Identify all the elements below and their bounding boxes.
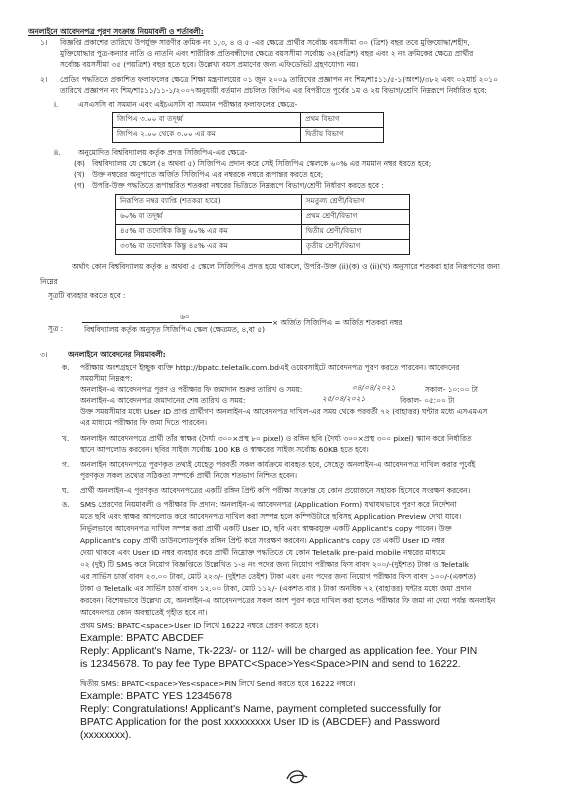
item-nga-line-6: ০২ (দুই) টি SMS করে নিয়োগ বিজ্ঞপ্তিতে উল্লেখিত ১-৪ নং পদের জন্য নিয়োগ পরীক্ষার ফিস বাবদ ২০০/-(দুইশত) টাকা ও Teletalk xyxy=(80,560,470,569)
application-start-label: অনলাইন-এ আবেদনপত্র পূরণ ও পরীক্ষার ফি জমাদান শুরুর তারিখ ও সময়: xyxy=(80,385,303,394)
sms-1-example: Example: BPATC ABCDEF xyxy=(80,633,204,644)
item-nga-line-5: দেয়া থাকবে এবং User ID নম্বর ব্যবহার করে প্রার্থী নিম্নোক্ত পদ্ধতিতে যে কোন Teletalk pre-paid mobile নম্বরের মাধ্যমে xyxy=(80,548,446,557)
application-end-date: ২৫/০৪/২০২১ xyxy=(322,394,366,403)
fraction-bar xyxy=(82,322,272,323)
formula-numerator: ৬০ xyxy=(180,312,190,321)
item-kha-line-1: অনলাইন আবেদনপত্রে প্রার্থী তাঁর স্বাক্ষর (দৈর্ঘ্য ৩০০×প্রস্থ ৮০ pixel) ও রঙ্গিন ছবি (দৈর্ঘ্য ৩০০×প্রস্থ ৩০০ pixel) স্ক্যান করে নির্ধারিত xyxy=(80,434,472,443)
sms-2-intro: দ্বিতীয় SMS: BPATC<space>Yes<space>PIN লিখে Send করতে হবে 16222 নম্বরে। xyxy=(80,679,356,688)
sms-2-reply-line-3: (xxxxxxxx). xyxy=(80,730,132,741)
table-cell: ৪৫% বা তদোধিক কিন্তু ৬০% এর কম xyxy=(116,225,302,240)
sub-ii-item-ga-text: উপরি-উক্ত পদ্ধতিতে রূপান্তরিত শতকরা নম্বরের ভিত্তিতে নিম্নরূপে বিভাগ/শ্রেণী নির্ধারণ করতে হবে : xyxy=(92,181,384,190)
application-end-label: অনলাইন-এ আবেদনপত্র জমাদানের শেষ তারিখ ও সময়: xyxy=(80,396,246,405)
item-nga-line-3: নির্ভুলভাবে আবেদনপত্র দাখিল সম্পন্ন করা প্রার্থী একটি User ID, ছবি এবং স্বাক্ষরযুক্ত একটি Applicant's copy পাবেন। উক্ত xyxy=(80,524,452,533)
table-row xyxy=(116,225,410,240)
item-nga-line-8: টাকা ও Teletalk এর সার্ভিস চার্জ বাবদ ১২.০০ টাকা, মোট ১১২/- (একশত বার ) টাকা অনধিক ৭২ (বাহাত্তর) ঘন্টার মধ্যে জমা প্রদান xyxy=(80,584,472,593)
formula-rest: × অর্জিত সিজিপিএ = অর্জিত শতকরা নম্বর xyxy=(272,318,403,327)
sms-1-intro: প্রথম SMS: BPATC<space>User ID লিখে 16222 নম্বরে প্রেরণ করতে হবে। xyxy=(80,621,319,630)
formula-label: সূত্র : xyxy=(48,324,64,333)
sub-ii-item-ga-label: (গ) xyxy=(74,181,85,190)
rule-2-line-2: তারিখে প্রজ্ঞাপন নং শিম/শাঃ১১/১১-১/২০০৭অনুযায়ী বর্তমান প্রচলিত জিপিএ এর বিপরীতে পূর্বের ১ম ও ২য় বিভাগ/শ্রেণি নিম্নরূপে নির্ধারিত হবে: xyxy=(60,86,487,95)
item-ka-label: ক. xyxy=(62,363,70,372)
cgpa-class-table xyxy=(115,194,410,255)
table-row xyxy=(113,113,384,128)
sms-1-reply-line-2: is 12345678. To pay fee Type BPATC<Space>Yes<Space>PIN and send to 16222. xyxy=(80,659,461,670)
table-row xyxy=(116,195,410,210)
rule-1-number: ১। xyxy=(40,38,48,47)
table-header-cell: নিরূপিত নম্বর ব্যাপ্তি (শতকরা হারে) xyxy=(116,195,302,210)
signature-mark xyxy=(283,765,311,787)
item-gha-line-1: প্রার্থী অনলাইন-এ পূরণকৃত আবেদনপত্রের একটি রঙ্গিন প্রিন্ট কপি পরীক্ষা সংক্রান্ত যে কোন প্রয়োজনে সহায়ক হিসেবে সংরক্ষণ করবেন। xyxy=(80,486,471,495)
item-nga-line-7: এর সার্ভিস চার্জ বাবদ ২৩.০০ টাকা, মোট ২২৩/- (দুইশত তেইশ) টাকা এবং ৫নং পদের জন্য নিয়োগ পরীক্ষার ফিস বাবদ ১০০/-(একশত) xyxy=(80,572,477,581)
item-nga-line-2: মতে ছবি এবং স্বাক্ষর আপলোড করে আবেদনপত্র দাখিল করা সম্পন্ন হলে কম্পিউটারে ছবিসহ Application Preview দেখা যাবে। xyxy=(80,512,462,521)
item-ga-line-1: অনলাইন আবেদনপত্রে পূরণকৃত তথ্যই যেহেতু পরবর্তী সকল কার্যক্রমে ব্যবহৃত হবে, সেহেতু অনলাইন-এ আবেদনপত্র দাখিল করার পূর্বেই xyxy=(80,460,476,469)
sms-2-example: Example: BPATC YES 12345678 xyxy=(80,691,232,702)
item-kha-line-2: স্থানে আপলোড করবেন। ছবির সাইজ সর্বোচ্চ 100 KB ও স্বাক্ষরের সাইজ সর্বোচ্চ 60KB হতে হবে। xyxy=(80,445,369,454)
sms-2-reply-line-1: Reply: Congratulations! Applicant's Name, payment completed successfully for xyxy=(80,704,442,715)
item-ka-line-6: এর মাধ্যমে পরীক্ষার ফি জমা দিতে পারবেন। xyxy=(80,418,208,427)
table-header-cell: সমতুল্য শ্রেণী/বিভাগ xyxy=(301,195,409,210)
table-cell: ৩৩% বা তদোধিক কিন্তু ৪৫% এর কম xyxy=(116,240,302,255)
application-end-time: বিকাল- ০৫:০০ টা xyxy=(400,396,455,405)
sub-ii-number: ii. xyxy=(54,148,61,157)
item-nga-line-10: আবেদনপত্র কোন অবস্থাতেই গৃহীত হবে না। xyxy=(80,608,208,617)
table-cell: জিপিএ ২.০০ থেকে ৩.০০ এর কম xyxy=(113,128,301,143)
item-nga-line-1: SMS প্রেরণের নিয়মাবলী ও পরীক্ষার ফি প্রদান: অনলাইন-এ আবেদনপত্র (Application Form) যথাযথভাবে পূরণ করে নির্দেশনা xyxy=(80,500,457,509)
sub-ii-item-ka-text: বিশ্ববিদ্যালয় যে স্কেলে (৪ অথবা ৫) সিজিপিএ প্রদান করে সেই সিজিপিএ স্কেলকে ৬০% এর সমমান নম্বর ধরতে হবে; xyxy=(92,159,432,168)
item-nga-line-9: করবেন। বিশেষভাবে উল্লেখ্য যে, অনলাইন-এ আবেদনপত্রের সকল অংশ পূরণ করে দাখিল করা হলেও পরীক্ষার ফি জমা না দেয়া পর্যন্ত অনলাইন xyxy=(80,596,496,605)
table-row xyxy=(113,128,384,143)
item-ga-line-2: পূরণকৃত সকল তথ্যের সঠিকতা সম্পর্কে প্রার্থী নিজে শতভাগ নিশ্চিত হবেন। xyxy=(80,471,298,480)
sub-ii-item-kha-text: উক্ত নম্বরের অনুপাতে অর্জিত সিজিপিএ এর নম্বরকে নম্বরে রূপান্তর করতে হবে; xyxy=(92,170,324,179)
section-3-number: ৩। xyxy=(40,350,48,359)
table-cell: প্রথম বিভাগ xyxy=(301,113,384,128)
formula-denominator: বিশ্ববিদ্যালয় কর্তৃক অনুসৃত সিজিপিএ স্কেল (ক্ষেত্রমত, ৪,বা ৫) xyxy=(84,325,265,334)
table-row xyxy=(116,240,410,255)
scale-note-line-1: অর্থাৎ কোন বিশ্ববিদ্যালয় কর্তৃক ৪ অথবা ৫ স্কেলে সিজিপিএ প্রদত্ত হয়ে থাকলে, উপরি-উক্ত (ii)(ক) ও (ii)(খ) অনুসারে শতকরা হার নিরূপণের জন্য xyxy=(72,262,500,271)
sub-ii-item-ka-label: (ক) xyxy=(74,159,85,168)
table-cell: দ্বিতীয় শ্রেণী/বিভাগ xyxy=(301,225,409,240)
ssc-hsc-table xyxy=(112,112,384,143)
sub-i-number: i. xyxy=(54,100,59,109)
application-start-time: সকাল- ১০:০০ টা xyxy=(425,385,478,394)
formula-intro: সূত্রটি ব্যবহার করতে হবে : xyxy=(48,291,126,300)
sub-ii-text: অনুমোদিত বিশ্ববিদ্যালয় কর্তৃক প্রদত্ত সিজিপিএ-এর ক্ষেত্রে- xyxy=(78,148,248,157)
item-kha-label: খ. xyxy=(62,434,70,443)
rule-1-line-3: সর্বোচ্চ বয়সসীমা ৩৫ (পয়ত্রিশ) বছর হতে হবে। উল্লেখ্য বয়স প্রমাণের জন্য এফিডেভিট গ্রহণযোগ্য নয়। xyxy=(60,60,359,69)
rule-1-line-1: বিজ্ঞপ্তি প্রকাশের তারিখে উপর্যুক্ত সারণীর ক্রমিক নং ১,৩, ৪ ও ৫ -এর ক্ষেত্রে প্রার্থীর সর্বোচ্চ বয়সসীমা ৩০ (ত্রিশ) বছর তবে মুক্তিযোদ্ধা/শহীদ, xyxy=(60,38,470,47)
scale-note-line-2: নিম্নের xyxy=(40,277,58,286)
application-start-date: ০৪/০৪/২০২১ xyxy=(352,383,396,392)
item-ka-line-5: উক্ত সময়সীমার মধ্যে User ID প্রাপ্ত প্রার্থীগণ অনলাইন-এ আবেদনপত্র দাখিল-এর সময় থেকে পরবর্তী ৭২ (বাহাত্তর) ঘন্টার মধ্যে এসএমএস xyxy=(80,407,488,416)
item-ka-line-1: পরীক্ষায় অংশগ্রহণে ইচ্ছুক ব্যক্তি http://bpatc.teletalk.com.bdএই ওয়েবসাইটে আবেদনপত্র পূরণ করতে পারবেন। আবেদনের xyxy=(80,363,460,372)
item-nga-line-4: Applicant's copy প্রার্থী ডাউনলোডপূর্বক রঙ্গিন প্রিন্ট করে সংরক্ষণ করবেন। Applicant's copy তে একটি User ID নম্বর xyxy=(80,536,445,545)
sub-i-text: এসএসসি বা সমমান এবং এইচএসসি বা সমমান পরীক্ষার ফলাফলের ক্ষেত্রে- xyxy=(78,100,298,109)
table-cell: দ্বিতীয় বিভাগ xyxy=(301,128,384,143)
table-cell: ৬০% বা তদূর্ধ্ব xyxy=(116,210,302,225)
rules-heading: অনলাইনে আবেদনপত্র পূরণ সংক্রান্ত নিয়মাবলী ও শর্তাবলী: xyxy=(28,27,204,36)
rule-2-line-1: প্রেডিং পদ্ধতিতে প্রকাশিত ফলাফলের ক্ষেত্রে শিক্ষা মন্ত্রণালয়ের ০১ জুন ২০০৯ তারিখের প্রজ্ঞাপন নং শিম/শাঃ১১/৫-১(অংশ)/৩৮২ এবং ০২মার্চ ২০১০ xyxy=(60,75,498,84)
item-gha-label: ঘ. xyxy=(62,486,69,495)
sub-ii-item-kha-label: (খ) xyxy=(74,170,85,179)
item-ga-label: গ. xyxy=(62,460,70,469)
table-row xyxy=(116,210,410,225)
item-nga-label: ঙ. xyxy=(62,500,70,509)
rule-2-number: ২। xyxy=(40,75,48,84)
table-cell: তৃতীয় শ্রেণী/বিভাগ xyxy=(301,240,409,255)
table-cell: প্রথম শ্রেণী/বিভাগ xyxy=(301,210,409,225)
section-3-title: অনলাইনে আবেদনের নিয়মাবলী: xyxy=(68,350,166,359)
sms-1-reply-line-1: Reply: Applicant's Name, Tk-223/- or 112/- will be charged as application fee. Your PIN xyxy=(80,646,478,657)
rule-1-line-2: মুক্তিযোদ্ধার পুত্র-কন্যার নাতি ও নাতনি এবং শারীরিক প্রতিবন্ধীদের ক্ষেত্রে বয়সসীমা সর্বোচ্চ ৩২(বত্রিশ) বছর এবং ২ নং ক্রমিকের ক্ষেত্রে প্রার্থীর xyxy=(60,49,474,58)
item-ka-line-2: সময়সীমা নিম্নরূপ: xyxy=(80,374,133,383)
sms-2-reply-line-2: BPATC Application for the post xxxxxxxxx User ID is (ABCDEF) and Password xyxy=(80,717,440,728)
table-cell: জিপিএ ৩.০০ বা তদূর্ধ্ব xyxy=(113,113,301,128)
